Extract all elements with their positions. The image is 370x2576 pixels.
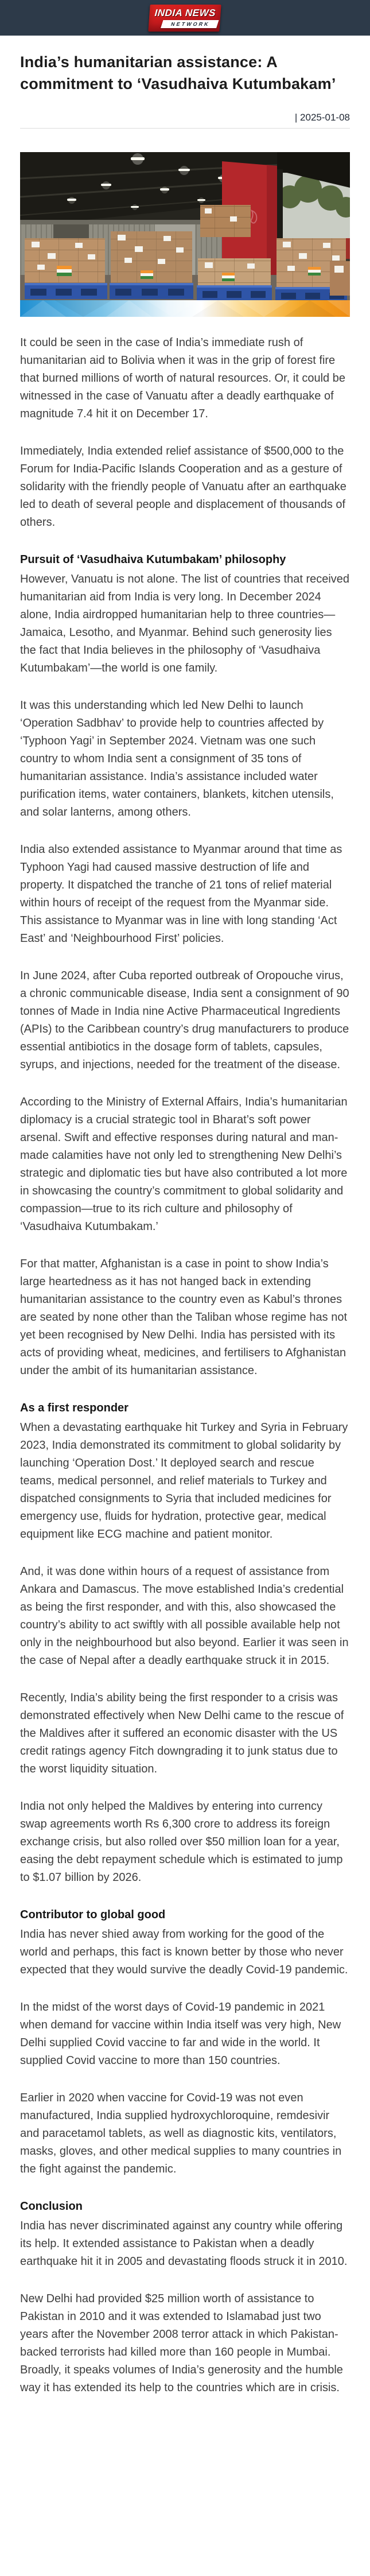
article-paragraph: Recently, India’s ability being the first responder to a crisis was demonstrated effectively when New Delhi came to the rescue of the Maldives after it suffered an economic disaster with the US credit ratings agency Fitch downgrading it to junk status due to the worst liquidity situation. xyxy=(20,1692,344,1775)
article-paragraph: India has never shied away from working for the good of the world and perhaps, this fact is known better by those who never expected that they would survive the deadly Covid-19 pandemic. xyxy=(20,1928,348,1976)
logo-ribbon: NETWORK xyxy=(161,20,219,28)
article-paragraph: India also extended assistance to Myanmar around that time as Typhoon Yagi had caused massive destruction of life and property. It dispatched the tranche of 21 tons of relief material within hours of receipt of the request from the Myanmar side. This assistance to Myanmar was in line with long standing ‘Act East’ and ‘Neighbourhood First’ policies. xyxy=(20,843,342,945)
article-paragraph: When a devastating earthquake hit Turkey and Syria in February 2023, India demonstrated its commitment to global solidarity by launching ‘Operation Dost.’ It deployed search and rescue teams, medical personnel, and relief materials to Turkey and dispatched consignments to Syria that included medicines for emergency use, fluids for hydration, protective gear, medical equipment like ECG machine and patient monitor. xyxy=(20,1421,348,1541)
top-header xyxy=(0,0,370,36)
article-paragraph: New Delhi had provided $25 million worth of assistance to Pakistan in 2010 and it was extended to Islamabad just two years after the November 2008 terror attack in which Pakistan-backed terrorists had killed more than 160 people in Mumbai. Broadly, it speaks volumes of India’s generosity and the humble way it has extended its help to the countries which are in crisis. xyxy=(20,2292,343,2394)
article-paragraph: Immediately, India extended relief assistance of $500,000 to the Forum for India-Pacific Islands Cooperation and as a gesture of solidarity with the friendly people of Vanuatu after an earthquake led to death of several people and displacement of thousands of others. xyxy=(20,445,346,529)
article-hero-image xyxy=(20,152,350,317)
section-heading: As a first responder xyxy=(20,1402,128,1414)
india-news-network-logo[interactable] xyxy=(149,5,222,32)
divider xyxy=(20,128,350,129)
article-paragraph: However, Vanuatu is not alone. The list of countries that received humanitarian aid from India is very long. In December 2024 alone, India airdropped humanitarian help to three countries— Jamaica, Lesotho, and Myanmar. Behind such generosity lies the fact that India believes in the philosophy of ‘Vasudhaiva Kutumbakam’—the world is one family. xyxy=(20,573,350,674)
article-paragraph: In the midst of the worst days of Covid-19 pandemic in 2021 when demand for vaccine within India itself was very high, New Delhi supplied Covid vaccine to far and wide in the world. It supplied Covid vaccine to more than 150 countries. xyxy=(20,2001,341,2067)
article-paragraph: It could be seen in the case of India’s immediate rush of humanitarian aid to Bolivia when it was in the grip of forest fire that burned millions of worth of natural resources. Or, it could be witnessed in the case of Vanuatu after a deadly earthquake of magnitude 7.4 hit it on December 17. xyxy=(20,336,345,420)
article-body xyxy=(20,334,350,2433)
section-heading: Pursuit of ‘Vasudhaiva Kutumbakam’ philosophy xyxy=(20,553,286,566)
article-paragraph: For that matter, Afghanistan is a case in point to show India’s large heartedness as it has not hanged back in extending humanitarian assistance to the country even as Kabul’s thrones are seated by none other than the Taliban whose regime has not yet been recognised by New Delhi. India has persisted with its acts of providing wheat, medicines, and fertilisers to Afghanistan under the ambit of its humanitarian assistance. xyxy=(20,1258,348,1377)
article-paragraph: In June 2024, after Cuba reported outbreak of Oropouche virus, a chronic communicable disease, India sent a consignment of 90 tonnes of Made in India nine Active Pharmaceutical Ingredients (APIs) to the Caribbean country’s drug manufacturers to produce essential antibiotics in the dosage form of tablets, capsules, syrups, and injections, needed for the treatment of the disease. xyxy=(20,969,349,1071)
article-content xyxy=(0,51,370,2433)
section-heading: Conclusion xyxy=(20,2200,83,2213)
section-heading: Contributor to global good xyxy=(20,1908,166,1921)
article-date: | 2025-01-08 xyxy=(294,112,350,123)
article-paragraph: India not only helped the Maldives by entering into currency swap agreements worth Rs 6,300 crore to address its foreign exchange crisis, but also rolled over $50 million loan for a year, easing the debt repayment schedule which is estimated to jump to $1.07 billion by 2026. xyxy=(20,1800,343,1884)
article-paragraph: India has never discriminated against any country while offering its help. It extended assistance to Pakistan when a deadly earthquake hit it in 2005 and devastating floods struck it in 2010. xyxy=(20,2220,348,2268)
article-paragraph: According to the Ministry of External Affairs, India’s humanitarian diplomacy is a crucial strategic tool in Bharat’s soft power arsenal. Swift and effective responses during natural and man-made calamities have not only led to strengthening New Delhi’s strategic and diplomatic ties but have also contributed a lot more in showcasing the country’s commitment to global solidarity and compassion—true to its rich culture and philosophy of ‘Vasudhaiva Kutumbakam.’ xyxy=(20,1096,348,1233)
article-paragraph: It was this understanding which led New Delhi to launch ‘Operation Sadbhav’ to provide help to countries affected by ‘Typhoon Yagi’ in September 2024. Vietnam was one such country to whom India sent a consignment of 35 tons of humanitarian assistance. India’s assistance included water purification items, water containers, blankets, kitchen utensils, and solar lanterns, among others. xyxy=(20,699,334,818)
article-title: India’s humanitarian assistance: A commitment to ‘Vasudhaiva Kutumbakam’ xyxy=(20,53,336,92)
article-paragraph: Earlier in 2020 when vaccine for Covid-19 was not even manufactured, India supplied hydroxychloroquine, remdesivir and paracetamol tablets, as well as diagnostic kits, ventilators, masks, gloves, and other medical supplies to many countries in the fight against the pandemic. xyxy=(20,2092,342,2175)
article-paragraph: And, it was done within hours of a request of assistance from Ankara and Damascus. The move established India’s credential as being the first responder, and with this, also showcased the country’s ability to act swiftly with all possible available help not only in the neighbourhood but also beyond. Earlier it was seen in the case of Nepal after a deadly earthquake struck it in 2015. xyxy=(20,1565,349,1667)
logo-title: INDIA NEWS xyxy=(154,7,216,18)
